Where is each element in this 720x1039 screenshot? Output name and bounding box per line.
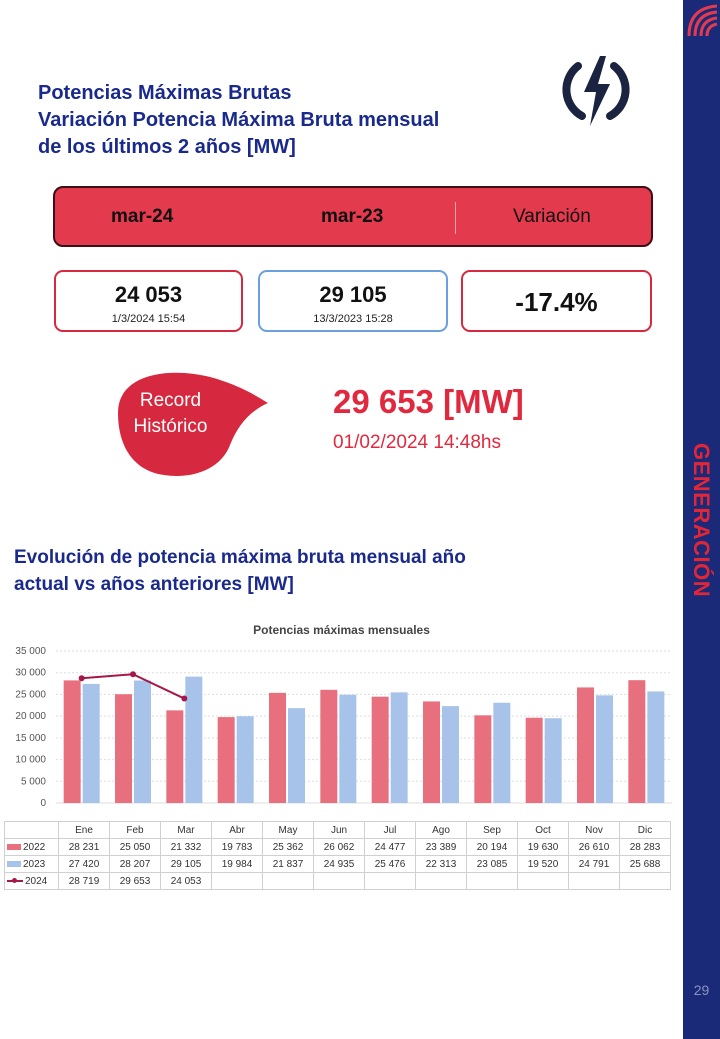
data-label	[467, 873, 518, 890]
data-label	[365, 873, 416, 890]
data-label: 19 520	[518, 856, 569, 873]
data-label: 25 476	[365, 856, 416, 873]
bar-2022-mar	[166, 710, 183, 803]
bar-2023-jul	[391, 692, 408, 803]
data-label: 24 053	[161, 873, 212, 890]
chart-data-table	[4, 821, 671, 890]
x-tick-label: May	[263, 822, 314, 839]
x-tick-label: Nov	[569, 822, 620, 839]
page-title-line-2: Variación Potencia Máxima Bruta mensual	[38, 109, 440, 131]
section-title	[14, 544, 466, 598]
variation-value: -17.4%	[515, 287, 598, 317]
x-tick-label: Ene	[59, 822, 110, 839]
data-label: 29 653	[110, 873, 161, 890]
x-tick-label: Jun	[314, 822, 365, 839]
data-label: 25 688	[620, 856, 671, 873]
previous-peak-value: 29 105	[319, 282, 387, 307]
data-label: 24 791	[569, 856, 620, 873]
bar-2022-feb	[115, 694, 132, 803]
x-tick-label: Feb	[110, 822, 161, 839]
y-tick-label: 20 000	[15, 711, 46, 723]
bar-2022-abr	[218, 717, 235, 803]
data-label: 25 050	[110, 839, 161, 856]
comparison-header-bar	[53, 186, 653, 247]
section-title-line-1: Evolución de potencia máxima bruta mensual año	[14, 547, 466, 568]
data-label	[416, 873, 467, 890]
data-label: 21 837	[263, 856, 314, 873]
point-2024-feb	[130, 671, 136, 677]
bar-2023-may	[288, 708, 305, 803]
data-label: 28 231	[59, 839, 110, 856]
legend-label: 2022	[23, 841, 46, 853]
data-label: 19 630	[518, 839, 569, 856]
x-tick-label: Mar	[161, 822, 212, 839]
table-row	[5, 839, 671, 856]
bar-2023-mar	[185, 677, 202, 803]
x-tick-label: Sep	[467, 822, 518, 839]
legend-label: 2023	[23, 858, 46, 870]
variation-box	[461, 270, 652, 332]
bar-2023-sep	[493, 703, 510, 803]
data-label	[569, 873, 620, 890]
x-tick-label: Abr	[212, 822, 263, 839]
data-label: 21 332	[161, 839, 212, 856]
header-divider	[455, 202, 456, 234]
section-title-line-2: actual vs años anteriores [MW]	[14, 574, 294, 595]
y-tick-label: 0	[40, 798, 46, 809]
legend-entry-2022	[5, 839, 59, 856]
page-title-line-1: Potencias Máximas Brutas	[38, 82, 292, 104]
bar-2023-dic	[647, 691, 664, 803]
bar-2023-jun	[339, 695, 356, 803]
y-tick-label: 5 000	[20, 776, 46, 788]
section-side-title: GENERACIÓN	[689, 442, 714, 598]
legend-entry-2024	[5, 873, 59, 890]
y-tick-label: 10 000	[15, 754, 46, 766]
bar-2023-abr	[237, 716, 254, 803]
period-current-label: mar-24	[111, 206, 174, 227]
y-tick-label: 15 000	[15, 732, 46, 744]
table-header-row	[5, 822, 671, 839]
table-row	[5, 856, 671, 873]
data-label: 28 283	[620, 839, 671, 856]
bar-2023-feb	[134, 681, 151, 803]
bar-2022-sep	[474, 715, 491, 803]
data-label: 20 194	[467, 839, 518, 856]
record-label-line-1: Record	[139, 390, 202, 411]
data-label	[263, 873, 314, 890]
bar-2023-nov	[596, 695, 613, 803]
chart-title: Potencias máximas mensuales	[253, 623, 430, 637]
bar-2022-ago	[423, 701, 440, 803]
bar-2022-ene	[64, 680, 81, 803]
data-label: 29 105	[161, 856, 212, 873]
previous-peak-date: 13/3/2023 15:28	[313, 313, 393, 325]
current-peak-box	[54, 270, 243, 332]
table-row	[5, 873, 671, 890]
page-number: 29	[693, 982, 710, 998]
legend-entry-2023	[5, 856, 59, 873]
x-tick-label: Ago	[416, 822, 467, 839]
bar-2022-oct	[526, 718, 543, 803]
page-title-line-3: de los últimos 2 años [MW]	[38, 136, 296, 158]
data-label: 23 389	[416, 839, 467, 856]
brand-mark-icon	[683, 0, 720, 40]
bar-2022-may	[269, 693, 286, 803]
lightning-bolt-icon	[556, 50, 636, 130]
bar-2023-ago	[442, 706, 459, 803]
x-tick-label: Jul	[365, 822, 416, 839]
current-peak-value: 24 053	[114, 282, 183, 307]
y-tick-label: 35 000	[15, 646, 46, 657]
legend-swatch	[7, 880, 23, 882]
data-label: 26 062	[314, 839, 365, 856]
previous-peak-box	[258, 270, 448, 332]
data-label: 26 610	[569, 839, 620, 856]
data-label: 24 935	[314, 856, 365, 873]
data-label: 19 783	[212, 839, 263, 856]
data-label	[314, 873, 365, 890]
data-label	[620, 873, 671, 890]
data-label: 28 719	[59, 873, 110, 890]
legend-swatch	[7, 844, 21, 850]
bar-2022-dic	[628, 680, 645, 803]
data-label: 28 207	[110, 856, 161, 873]
bar-2023-oct	[545, 718, 562, 803]
data-label: 22 313	[416, 856, 467, 873]
data-label: 23 085	[467, 856, 518, 873]
bar-2022-jun	[320, 690, 337, 803]
data-label: 27 420	[59, 856, 110, 873]
legend-swatch	[7, 861, 21, 867]
data-label: 25 362	[263, 839, 314, 856]
record-label-line-2: Histórico	[133, 416, 208, 437]
x-tick-label: Dic	[620, 822, 671, 839]
record-value: 29 653 [MW]	[333, 383, 524, 420]
current-peak-date: 1/3/2024 15:54	[111, 313, 186, 325]
bar-2023-ene	[83, 684, 100, 803]
record-label	[113, 388, 228, 440]
data-label: 19 984	[212, 856, 263, 873]
page-title	[38, 80, 439, 161]
period-previous-label: mar-23	[321, 206, 384, 227]
data-label: 24 477	[365, 839, 416, 856]
variation-label: Variación	[513, 206, 591, 227]
y-tick-label: 25 000	[15, 689, 46, 701]
data-label	[518, 873, 569, 890]
chart-canvas	[0, 615, 683, 821]
point-2024-ene	[79, 675, 85, 681]
legend-label: 2024	[25, 875, 48, 887]
record-date: 01/02/2024 14:48hs	[333, 432, 501, 453]
x-tick-label: Oct	[518, 822, 569, 839]
bar-2022-nov	[577, 687, 594, 803]
table-corner-cell	[5, 822, 59, 839]
data-label	[212, 873, 263, 890]
bar-2022-jul	[372, 697, 389, 803]
point-2024-mar	[181, 696, 187, 702]
y-tick-label: 30 000	[15, 667, 46, 679]
